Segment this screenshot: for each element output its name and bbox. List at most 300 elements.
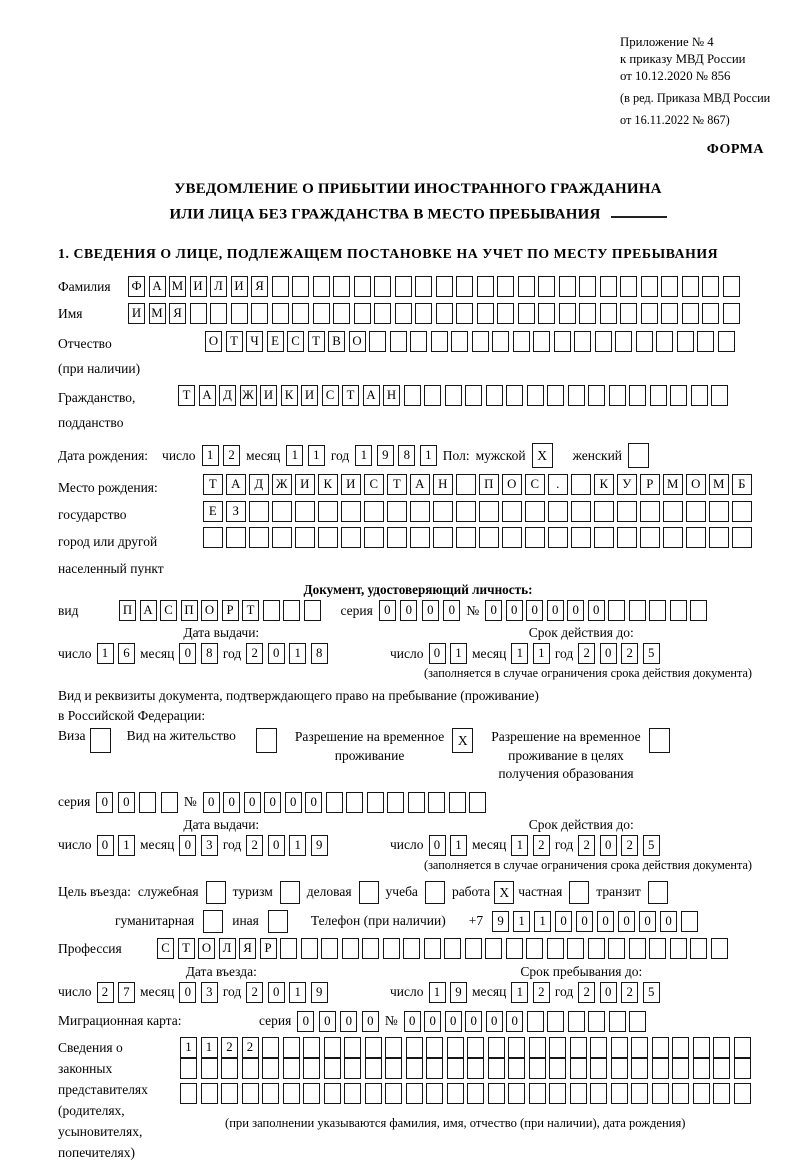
- char-cell[interactable]: [313, 303, 330, 324]
- char-cell[interactable]: [431, 331, 448, 352]
- char-cell[interactable]: [709, 501, 729, 522]
- char-cell[interactable]: 0: [600, 982, 617, 1003]
- char-cell[interactable]: [488, 1083, 505, 1104]
- char-cell[interactable]: 0: [305, 792, 322, 813]
- char-cell[interactable]: О: [198, 938, 215, 959]
- char-cell[interactable]: 0: [400, 600, 417, 621]
- char-cell[interactable]: 1: [450, 835, 467, 856]
- char-cell[interactable]: [702, 303, 719, 324]
- char-cell[interactable]: [502, 501, 522, 522]
- char-cell[interactable]: А: [149, 276, 166, 297]
- char-cell[interactable]: [272, 276, 289, 297]
- char-cell[interactable]: Н: [433, 474, 453, 495]
- char-cell[interactable]: [333, 276, 350, 297]
- char-cell[interactable]: [631, 1037, 648, 1058]
- char-cell[interactable]: [342, 938, 359, 959]
- char-cell[interactable]: [650, 385, 667, 406]
- char-cell[interactable]: [723, 276, 740, 297]
- char-cell[interactable]: 0: [404, 1011, 421, 1032]
- char-cell[interactable]: [629, 938, 646, 959]
- char-cell[interactable]: [611, 1083, 628, 1104]
- char-cell[interactable]: 0: [362, 1011, 379, 1032]
- char-cell[interactable]: [661, 303, 678, 324]
- char-cell[interactable]: [467, 1058, 484, 1079]
- char-cell[interactable]: К: [318, 474, 338, 495]
- char-cell[interactable]: [492, 331, 509, 352]
- char-cell[interactable]: [410, 501, 430, 522]
- char-cell[interactable]: [641, 303, 658, 324]
- char-cell[interactable]: [713, 1058, 730, 1079]
- char-cell[interactable]: Ж: [240, 385, 257, 406]
- char-cell[interactable]: [527, 1011, 544, 1032]
- char-cell[interactable]: [652, 1058, 669, 1079]
- char-cell[interactable]: 2: [533, 835, 550, 856]
- char-cell[interactable]: [640, 501, 660, 522]
- char-cell[interactable]: [525, 501, 545, 522]
- char-cell[interactable]: [672, 1058, 689, 1079]
- char-cell[interactable]: [477, 303, 494, 324]
- char-cell[interactable]: [559, 303, 576, 324]
- char-cell[interactable]: [242, 1058, 259, 1079]
- char-cell[interactable]: [364, 501, 384, 522]
- char-cell[interactable]: [467, 1083, 484, 1104]
- char-cell[interactable]: [451, 331, 468, 352]
- char-cell[interactable]: 1: [201, 1037, 218, 1058]
- char-cell[interactable]: [672, 1037, 689, 1058]
- char-cell[interactable]: [406, 1083, 423, 1104]
- char-cell[interactable]: Ч: [246, 331, 263, 352]
- char-cell[interactable]: [547, 938, 564, 959]
- char-cell[interactable]: [283, 600, 300, 621]
- char-cell[interactable]: 0: [445, 1011, 462, 1032]
- char-cell[interactable]: 0: [485, 600, 502, 621]
- char-cell[interactable]: [324, 1037, 341, 1058]
- char-cell[interactable]: [547, 1011, 564, 1032]
- char-cell[interactable]: [652, 1037, 669, 1058]
- char-cell[interactable]: А: [226, 474, 246, 495]
- char-cell[interactable]: 9: [311, 982, 328, 1003]
- purpose-study-checkbox[interactable]: [425, 881, 445, 904]
- char-cell[interactable]: У: [617, 474, 637, 495]
- char-cell[interactable]: [180, 1083, 197, 1104]
- char-cell[interactable]: [525, 527, 545, 548]
- char-cell[interactable]: 0: [429, 643, 446, 664]
- char-cell[interactable]: [548, 527, 568, 548]
- char-cell[interactable]: [588, 385, 605, 406]
- char-cell[interactable]: [734, 1037, 751, 1058]
- sex-female-checkbox[interactable]: [628, 443, 649, 468]
- char-cell[interactable]: [295, 527, 315, 548]
- char-cell[interactable]: [570, 1058, 587, 1079]
- char-cell[interactable]: 2: [578, 835, 595, 856]
- char-cell[interactable]: [567, 938, 584, 959]
- char-cell[interactable]: [447, 1037, 464, 1058]
- char-cell[interactable]: 0: [576, 911, 593, 932]
- char-cell[interactable]: [341, 527, 361, 548]
- char-cell[interactable]: [436, 276, 453, 297]
- char-cell[interactable]: [677, 331, 694, 352]
- char-cell[interactable]: [670, 938, 687, 959]
- char-cell[interactable]: [295, 501, 315, 522]
- char-cell[interactable]: [324, 1083, 341, 1104]
- purpose-humanitarian-checkbox[interactable]: [203, 910, 223, 933]
- char-cell[interactable]: [301, 938, 318, 959]
- char-cell[interactable]: Н: [383, 385, 400, 406]
- char-cell[interactable]: 1: [308, 445, 325, 466]
- char-cell[interactable]: [161, 792, 178, 813]
- purpose-work-checkbox[interactable]: X: [494, 881, 514, 904]
- purpose-business-checkbox[interactable]: [359, 881, 379, 904]
- char-cell[interactable]: С: [525, 474, 545, 495]
- char-cell[interactable]: [410, 527, 430, 548]
- char-cell[interactable]: 0: [285, 792, 302, 813]
- char-cell[interactable]: [617, 527, 637, 548]
- char-cell[interactable]: Р: [222, 600, 239, 621]
- char-cell[interactable]: [571, 474, 591, 495]
- char-cell[interactable]: О: [201, 600, 218, 621]
- char-cell[interactable]: [732, 501, 752, 522]
- char-cell[interactable]: [139, 792, 156, 813]
- char-cell[interactable]: [449, 792, 466, 813]
- char-cell[interactable]: Т: [242, 600, 259, 621]
- char-cell[interactable]: [620, 276, 637, 297]
- char-cell[interactable]: И: [260, 385, 277, 406]
- char-cell[interactable]: С: [322, 385, 339, 406]
- char-cell[interactable]: 1: [289, 835, 306, 856]
- char-cell[interactable]: [548, 501, 568, 522]
- char-cell[interactable]: [652, 1083, 669, 1104]
- char-cell[interactable]: 0: [506, 600, 523, 621]
- char-cell[interactable]: [732, 527, 752, 548]
- char-cell[interactable]: [456, 276, 473, 297]
- char-cell[interactable]: Ф: [128, 276, 145, 297]
- char-cell[interactable]: [344, 1037, 361, 1058]
- char-cell[interactable]: П: [479, 474, 499, 495]
- char-cell[interactable]: [465, 385, 482, 406]
- char-cell[interactable]: [508, 1058, 525, 1079]
- temp-residence-education-checkbox[interactable]: [649, 728, 670, 753]
- char-cell[interactable]: [571, 527, 591, 548]
- char-cell[interactable]: Я: [169, 303, 186, 324]
- char-cell[interactable]: Я: [251, 276, 268, 297]
- char-cell[interactable]: [590, 1037, 607, 1058]
- char-cell[interactable]: 7: [118, 982, 135, 1003]
- char-cell[interactable]: 2: [533, 982, 550, 1003]
- char-cell[interactable]: [365, 1037, 382, 1058]
- char-cell[interactable]: Ж: [272, 474, 292, 495]
- char-cell[interactable]: 0: [618, 911, 635, 932]
- char-cell[interactable]: [538, 303, 555, 324]
- char-cell[interactable]: [433, 527, 453, 548]
- char-cell[interactable]: [479, 501, 499, 522]
- char-cell[interactable]: [570, 1083, 587, 1104]
- char-cell[interactable]: [469, 792, 486, 813]
- char-cell[interactable]: 0: [118, 792, 135, 813]
- char-cell[interactable]: 0: [264, 792, 281, 813]
- residence-permit-checkbox[interactable]: [256, 728, 277, 753]
- char-cell[interactable]: [395, 303, 412, 324]
- char-cell[interactable]: [590, 1058, 607, 1079]
- char-cell[interactable]: [283, 1083, 300, 1104]
- char-cell[interactable]: 9: [492, 911, 509, 932]
- char-cell[interactable]: А: [410, 474, 430, 495]
- char-cell[interactable]: [693, 1037, 710, 1058]
- char-cell[interactable]: [629, 600, 646, 621]
- char-cell[interactable]: 0: [547, 600, 564, 621]
- char-cell[interactable]: [554, 331, 571, 352]
- char-cell[interactable]: 2: [621, 835, 638, 856]
- char-cell[interactable]: [354, 303, 371, 324]
- char-cell[interactable]: [408, 792, 425, 813]
- char-cell[interactable]: О: [205, 331, 222, 352]
- char-cell[interactable]: [406, 1058, 423, 1079]
- char-cell[interactable]: 6: [118, 643, 135, 664]
- char-cell[interactable]: [292, 276, 309, 297]
- char-cell[interactable]: [594, 527, 614, 548]
- char-cell[interactable]: [415, 276, 432, 297]
- char-cell[interactable]: [201, 1058, 218, 1079]
- char-cell[interactable]: 1: [97, 643, 114, 664]
- char-cell[interactable]: [456, 527, 476, 548]
- char-cell[interactable]: [697, 331, 714, 352]
- char-cell[interactable]: 0: [223, 792, 240, 813]
- purpose-tourism-checkbox[interactable]: [280, 881, 300, 904]
- char-cell[interactable]: [594, 501, 614, 522]
- temp-residence-checkbox[interactable]: X: [452, 728, 473, 753]
- char-cell[interactable]: [404, 385, 421, 406]
- char-cell[interactable]: 0: [319, 1011, 336, 1032]
- char-cell[interactable]: [426, 1083, 443, 1104]
- char-cell[interactable]: [367, 792, 384, 813]
- char-cell[interactable]: [574, 331, 591, 352]
- char-cell[interactable]: [263, 600, 280, 621]
- char-cell[interactable]: [465, 938, 482, 959]
- char-cell[interactable]: [649, 938, 666, 959]
- char-cell[interactable]: 2: [246, 835, 263, 856]
- char-cell[interactable]: 1: [511, 643, 528, 664]
- char-cell[interactable]: [600, 276, 617, 297]
- char-cell[interactable]: 2: [578, 982, 595, 1003]
- char-cell[interactable]: [364, 527, 384, 548]
- char-cell[interactable]: Т: [342, 385, 359, 406]
- char-cell[interactable]: [513, 331, 530, 352]
- char-cell[interactable]: 1: [450, 643, 467, 664]
- char-cell[interactable]: [395, 276, 412, 297]
- char-cell[interactable]: [374, 276, 391, 297]
- char-cell[interactable]: Т: [387, 474, 407, 495]
- char-cell[interactable]: [262, 1058, 279, 1079]
- char-cell[interactable]: 8: [311, 643, 328, 664]
- char-cell[interactable]: [641, 276, 658, 297]
- char-cell[interactable]: 0: [179, 982, 196, 1003]
- char-cell[interactable]: [631, 1083, 648, 1104]
- char-cell[interactable]: [529, 1058, 546, 1079]
- char-cell[interactable]: [292, 303, 309, 324]
- char-cell[interactable]: А: [199, 385, 216, 406]
- char-cell[interactable]: [588, 938, 605, 959]
- purpose-private-checkbox[interactable]: [569, 881, 589, 904]
- char-cell[interactable]: [600, 303, 617, 324]
- char-cell[interactable]: Т: [203, 474, 223, 495]
- char-cell[interactable]: [620, 303, 637, 324]
- char-cell[interactable]: [387, 501, 407, 522]
- char-cell[interactable]: [663, 501, 683, 522]
- blank-underline[interactable]: [611, 202, 667, 218]
- char-cell[interactable]: [433, 501, 453, 522]
- char-cell[interactable]: [693, 1083, 710, 1104]
- char-cell[interactable]: 9: [311, 835, 328, 856]
- char-cell[interactable]: 0: [486, 1011, 503, 1032]
- char-cell[interactable]: Д: [219, 385, 236, 406]
- char-cell[interactable]: [649, 600, 666, 621]
- char-cell[interactable]: [428, 792, 445, 813]
- char-cell[interactable]: Л: [219, 938, 236, 959]
- char-cell[interactable]: И: [341, 474, 361, 495]
- char-cell[interactable]: 0: [567, 600, 584, 621]
- char-cell[interactable]: 1: [429, 982, 446, 1003]
- char-cell[interactable]: [318, 501, 338, 522]
- char-cell[interactable]: 1: [511, 835, 528, 856]
- purpose-official-checkbox[interactable]: [206, 881, 226, 904]
- char-cell[interactable]: [303, 1058, 320, 1079]
- char-cell[interactable]: [615, 331, 632, 352]
- char-cell[interactable]: [272, 501, 292, 522]
- char-cell[interactable]: [590, 1083, 607, 1104]
- char-cell[interactable]: 0: [340, 1011, 357, 1032]
- char-cell[interactable]: [201, 1083, 218, 1104]
- char-cell[interactable]: [686, 527, 706, 548]
- char-cell[interactable]: [362, 938, 379, 959]
- char-cell[interactable]: [506, 938, 523, 959]
- char-cell[interactable]: М: [663, 474, 683, 495]
- char-cell[interactable]: [579, 303, 596, 324]
- char-cell[interactable]: Р: [260, 938, 277, 959]
- char-cell[interactable]: .: [548, 474, 568, 495]
- char-cell[interactable]: 0: [97, 835, 114, 856]
- char-cell[interactable]: [283, 1058, 300, 1079]
- char-cell[interactable]: 1: [534, 911, 551, 932]
- char-cell[interactable]: [251, 303, 268, 324]
- char-cell[interactable]: [508, 1037, 525, 1058]
- char-cell[interactable]: [303, 1083, 320, 1104]
- char-cell[interactable]: 0: [379, 600, 396, 621]
- char-cell[interactable]: [508, 1083, 525, 1104]
- char-cell[interactable]: 0: [600, 835, 617, 856]
- char-cell[interactable]: 3: [201, 835, 218, 856]
- char-cell[interactable]: [410, 331, 427, 352]
- char-cell[interactable]: М: [149, 303, 166, 324]
- char-cell[interactable]: [341, 501, 361, 522]
- char-cell[interactable]: [326, 792, 343, 813]
- char-cell[interactable]: [691, 385, 708, 406]
- char-cell[interactable]: [488, 1037, 505, 1058]
- char-cell[interactable]: 1: [202, 445, 219, 466]
- char-cell[interactable]: [424, 938, 441, 959]
- char-cell[interactable]: [656, 331, 673, 352]
- char-cell[interactable]: [611, 1058, 628, 1079]
- char-cell[interactable]: [611, 1037, 628, 1058]
- char-cell[interactable]: [526, 938, 543, 959]
- char-cell[interactable]: [640, 527, 660, 548]
- char-cell[interactable]: 0: [506, 1011, 523, 1032]
- char-cell[interactable]: 1: [355, 445, 372, 466]
- char-cell[interactable]: [682, 276, 699, 297]
- char-cell[interactable]: [570, 1037, 587, 1058]
- char-cell[interactable]: [387, 527, 407, 548]
- char-cell[interactable]: [568, 1011, 585, 1032]
- char-cell[interactable]: [702, 276, 719, 297]
- char-cell[interactable]: [518, 276, 535, 297]
- char-cell[interactable]: [456, 474, 476, 495]
- char-cell[interactable]: 0: [203, 792, 220, 813]
- char-cell[interactable]: В: [328, 331, 345, 352]
- char-cell[interactable]: Б: [732, 474, 752, 495]
- char-cell[interactable]: [568, 385, 585, 406]
- char-cell[interactable]: [406, 1037, 423, 1058]
- char-cell[interactable]: И: [295, 474, 315, 495]
- char-cell[interactable]: С: [364, 474, 384, 495]
- char-cell[interactable]: [385, 1058, 402, 1079]
- char-cell[interactable]: [262, 1083, 279, 1104]
- char-cell[interactable]: 2: [578, 643, 595, 664]
- char-cell[interactable]: 0: [600, 643, 617, 664]
- char-cell[interactable]: 0: [244, 792, 261, 813]
- char-cell[interactable]: А: [140, 600, 157, 621]
- char-cell[interactable]: [231, 303, 248, 324]
- sex-male-checkbox[interactable]: X: [532, 443, 553, 468]
- char-cell[interactable]: С: [287, 331, 304, 352]
- char-cell[interactable]: [588, 1011, 605, 1032]
- char-cell[interactable]: 0: [179, 643, 196, 664]
- char-cell[interactable]: [324, 1058, 341, 1079]
- char-cell[interactable]: К: [594, 474, 614, 495]
- char-cell[interactable]: [538, 276, 555, 297]
- char-cell[interactable]: [365, 1083, 382, 1104]
- char-cell[interactable]: [390, 331, 407, 352]
- char-cell[interactable]: [734, 1083, 751, 1104]
- char-cell[interactable]: [690, 938, 707, 959]
- char-cell[interactable]: [262, 1037, 279, 1058]
- char-cell[interactable]: 2: [221, 1037, 238, 1058]
- char-cell[interactable]: [527, 385, 544, 406]
- char-cell[interactable]: [609, 385, 626, 406]
- char-cell[interactable]: [385, 1037, 402, 1058]
- char-cell[interactable]: [547, 385, 564, 406]
- char-cell[interactable]: Е: [267, 331, 284, 352]
- purpose-other-checkbox[interactable]: [268, 910, 288, 933]
- char-cell[interactable]: [272, 303, 289, 324]
- char-cell[interactable]: 1: [513, 911, 530, 932]
- char-cell[interactable]: [365, 1058, 382, 1079]
- char-cell[interactable]: 0: [268, 982, 285, 1003]
- char-cell[interactable]: 0: [179, 835, 196, 856]
- char-cell[interactable]: [283, 1037, 300, 1058]
- char-cell[interactable]: [479, 527, 499, 548]
- char-cell[interactable]: 2: [246, 643, 263, 664]
- char-cell[interactable]: 1: [286, 445, 303, 466]
- char-cell[interactable]: [686, 501, 706, 522]
- char-cell[interactable]: [559, 276, 576, 297]
- char-cell[interactable]: [346, 792, 363, 813]
- char-cell[interactable]: 1: [420, 445, 437, 466]
- char-cell[interactable]: И: [301, 385, 318, 406]
- char-cell[interactable]: [415, 303, 432, 324]
- char-cell[interactable]: 0: [96, 792, 113, 813]
- char-cell[interactable]: 0: [424, 1011, 441, 1032]
- char-cell[interactable]: С: [157, 938, 174, 959]
- char-cell[interactable]: 1: [180, 1037, 197, 1058]
- char-cell[interactable]: [549, 1083, 566, 1104]
